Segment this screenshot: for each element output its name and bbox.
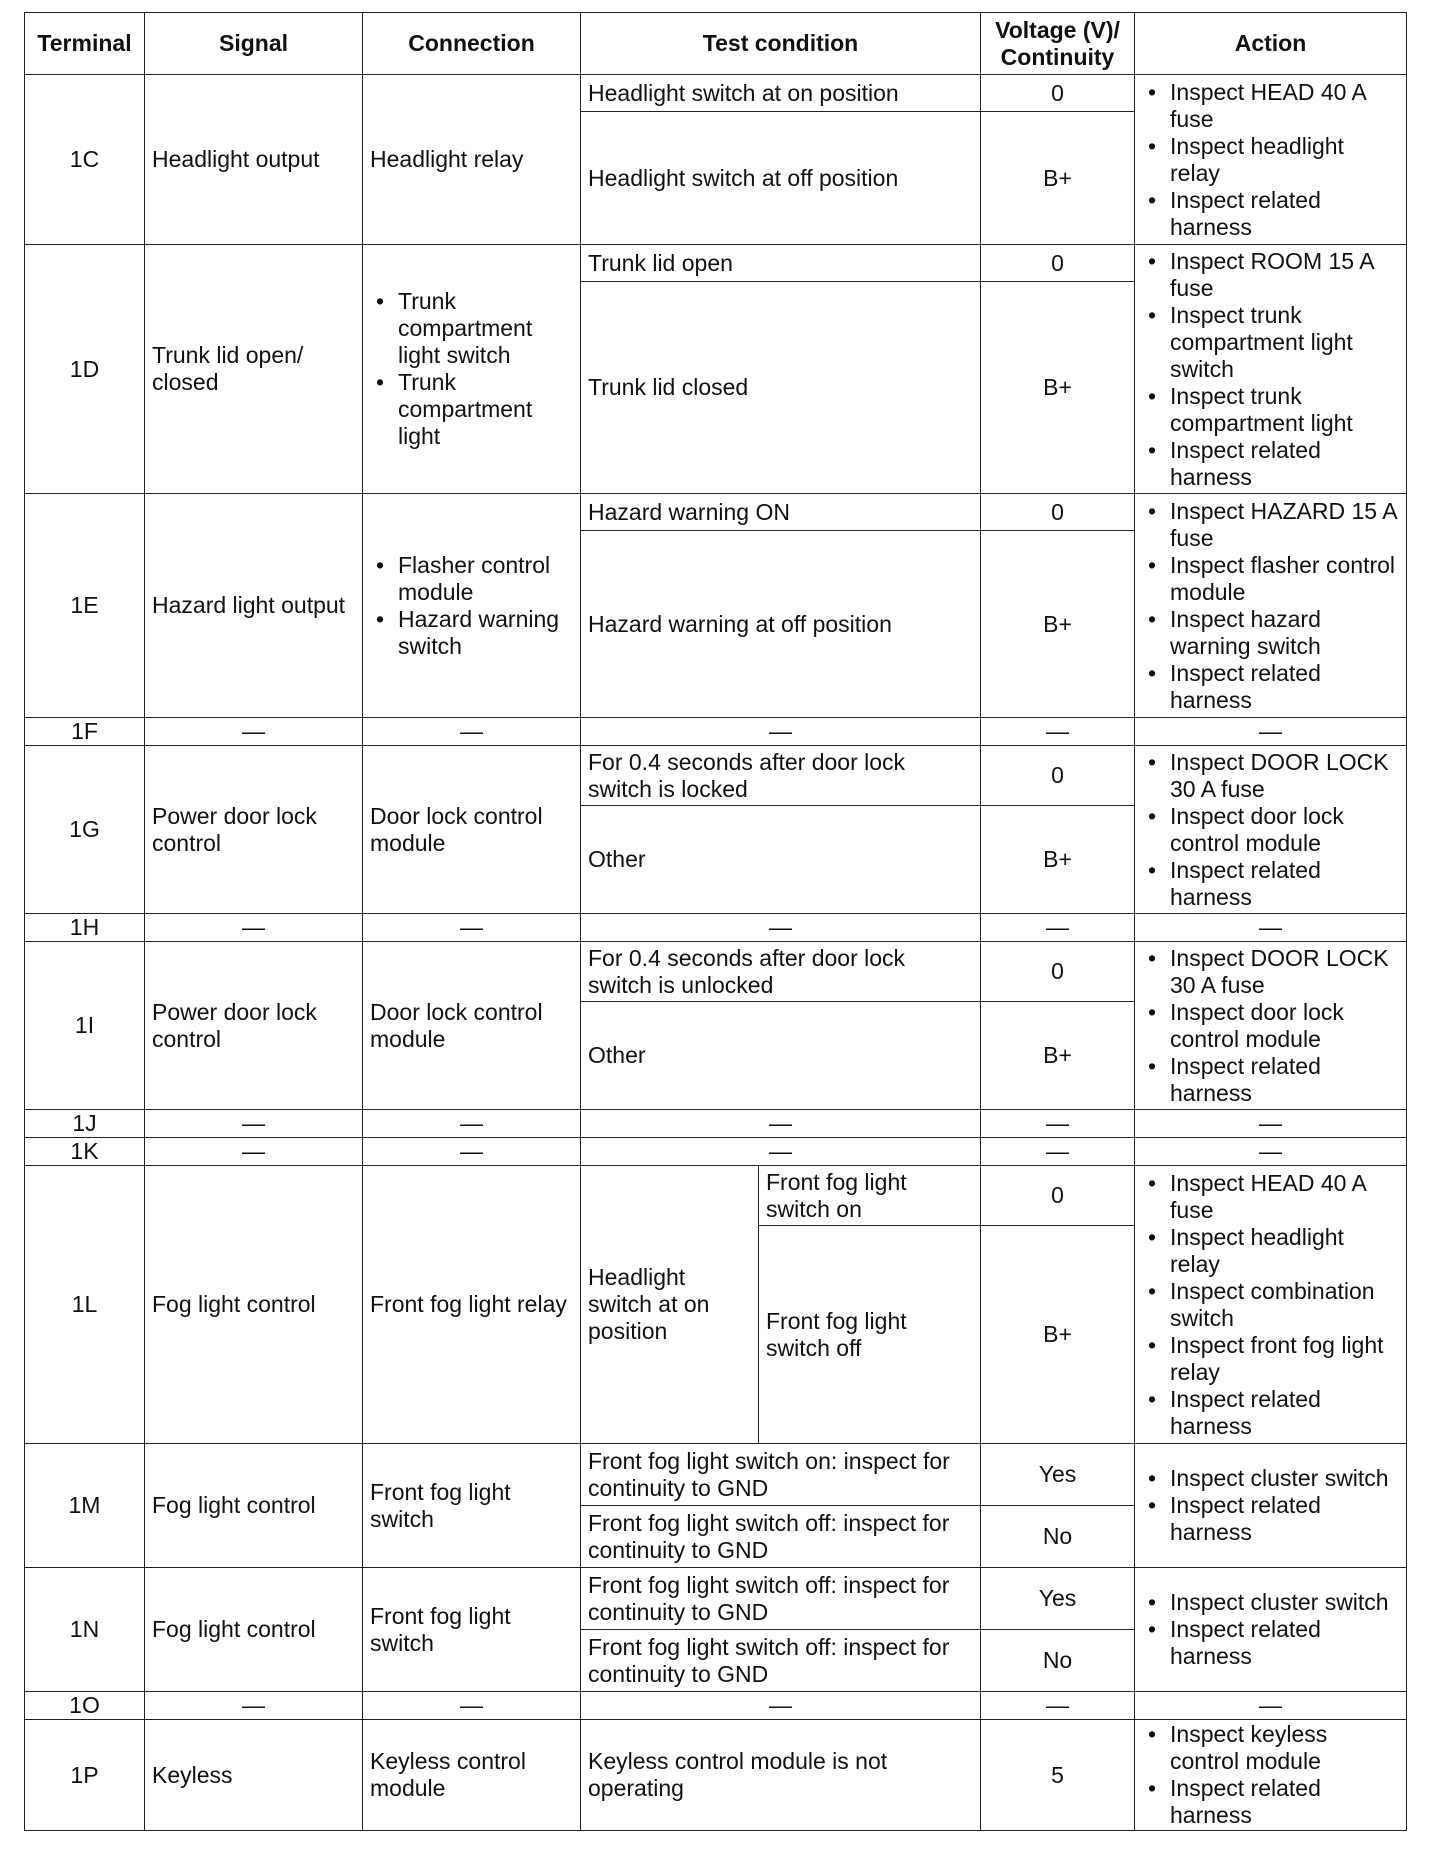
connection-item: • Trunk compartment light switch [398, 288, 573, 369]
terminal-cell: 1D [25, 245, 145, 494]
action-cell [1135, 942, 1407, 1110]
signal-cell: Fog light control [145, 1166, 363, 1444]
action-item: • Inspect hazard warning switch [1170, 606, 1399, 660]
action-item: • Inspect combination switch [1170, 1278, 1399, 1332]
action-list [1142, 1721, 1399, 1829]
table-row [25, 494, 1407, 531]
action-list [1142, 248, 1399, 491]
test-condition-cell: Headlight switch at off position [581, 112, 981, 245]
voltage-cell: No [981, 1630, 1135, 1692]
table-row [25, 942, 1407, 1002]
action-item: • Inspect related harness [1170, 1616, 1399, 1670]
empty-cell: — [581, 1692, 981, 1720]
connection-item: • Hazard warning switch [398, 606, 573, 660]
table-row [25, 1110, 1407, 1138]
connection-cell [363, 245, 581, 494]
test-condition-cell: Trunk lid closed [581, 282, 981, 494]
action-item: • Inspect cluster switch [1170, 1589, 1399, 1616]
action-list [1142, 1589, 1399, 1670]
voltage-cell: B+ [981, 1226, 1135, 1444]
empty-cell: — [145, 1138, 363, 1166]
connection-item: • Flasher control module [398, 552, 573, 606]
voltage-cell: B+ [981, 112, 1135, 245]
empty-cell: — [363, 1138, 581, 1166]
empty-cell: — [981, 718, 1135, 746]
signal-cell: Fog light control [145, 1568, 363, 1692]
action-item: • Inspect related harness [1170, 1053, 1399, 1107]
empty-cell: — [981, 914, 1135, 942]
signal-cell: Hazard light output [145, 494, 363, 718]
signal-cell: Headlight output [145, 75, 363, 245]
voltage-cell: 0 [981, 746, 1135, 806]
connection-cell: Keyless control module [363, 1720, 581, 1831]
header-test-condition: Test condition [581, 13, 981, 75]
empty-cell: — [1135, 914, 1407, 942]
voltage-cell: B+ [981, 531, 1135, 718]
voltage-cell: 5 [981, 1720, 1135, 1831]
action-item: • Inspect related harness [1170, 660, 1399, 714]
connection-cell [363, 494, 581, 718]
action-item: • Inspect flasher control module [1170, 552, 1399, 606]
terminal-cell: 1E [25, 494, 145, 718]
connection-list [370, 288, 573, 450]
action-item: • Inspect DOOR LOCK 30 A fuse [1170, 945, 1399, 999]
voltage-cell: 0 [981, 1166, 1135, 1226]
voltage-cell: B+ [981, 1002, 1135, 1110]
signal-cell: Fog light control [145, 1444, 363, 1568]
empty-cell: — [581, 1138, 981, 1166]
voltage-cell: 0 [981, 494, 1135, 531]
header-terminal: Terminal [25, 13, 145, 75]
terminal-cell: 1K [25, 1138, 145, 1166]
terminal-inspection-table [24, 12, 1407, 1831]
action-item: • Inspect related harness [1170, 1492, 1399, 1546]
terminal-cell: 1P [25, 1720, 145, 1831]
action-item: • Inspect DOOR LOCK 30 A fuse [1170, 749, 1399, 803]
connection-cell: Door lock control module [363, 942, 581, 1110]
action-item: • Inspect HEAD 40 A fuse [1170, 1170, 1399, 1224]
test-condition-cell: Front fog light switch on: inspect for continuity to GND [581, 1444, 981, 1506]
action-list [1142, 1170, 1399, 1440]
empty-cell: — [581, 718, 981, 746]
connection-cell: Headlight relay [363, 75, 581, 245]
action-cell [1135, 494, 1407, 718]
action-cell [1135, 1568, 1407, 1692]
action-item: • Inspect door lock control module [1170, 999, 1399, 1053]
table-row [25, 914, 1407, 942]
empty-cell: — [363, 1110, 581, 1138]
terminal-cell: 1O [25, 1692, 145, 1720]
table-row [25, 1166, 1407, 1226]
signal-cell: Keyless [145, 1720, 363, 1831]
empty-cell: — [145, 1110, 363, 1138]
action-item: • Inspect related harness [1170, 1775, 1399, 1829]
empty-cell: — [1135, 1692, 1407, 1720]
action-item: • Inspect related harness [1170, 187, 1399, 241]
empty-cell: — [145, 718, 363, 746]
header-signal: Signal [145, 13, 363, 75]
terminal-cell: 1C [25, 75, 145, 245]
test-condition-cell: Trunk lid open [581, 245, 981, 282]
action-list [1142, 79, 1399, 241]
signal-cell: Trunk lid open/ closed [145, 245, 363, 494]
test-condition-cell: Front fog light switch off: inspect for continuity to GND [581, 1506, 981, 1568]
action-item: • Inspect HEAD 40 A fuse [1170, 79, 1399, 133]
empty-cell: — [1135, 1138, 1407, 1166]
table-row [25, 245, 1407, 282]
action-item: • Inspect trunk compartment light [1170, 383, 1399, 437]
voltage-cell: 0 [981, 75, 1135, 112]
test-condition-cell: Keyless control module is not operating [581, 1720, 981, 1831]
terminal-inspection-sheet [24, 12, 1406, 1831]
voltage-cell: 0 [981, 245, 1135, 282]
action-item: • Inspect front fog light relay [1170, 1332, 1399, 1386]
test-condition-cell: Front fog light switch off [759, 1226, 981, 1444]
action-item: • Inspect headlight relay [1170, 133, 1399, 187]
terminal-cell: 1J [25, 1110, 145, 1138]
connection-cell: Front fog light switch [363, 1444, 581, 1568]
action-cell [1135, 1444, 1407, 1568]
action-cell [1135, 245, 1407, 494]
table-row [25, 1138, 1407, 1166]
table-row [25, 718, 1407, 746]
voltage-cell: Yes [981, 1568, 1135, 1630]
action-item: • Inspect cluster switch [1170, 1465, 1399, 1492]
empty-cell: — [145, 914, 363, 942]
empty-cell: — [1135, 1110, 1407, 1138]
empty-cell: — [581, 914, 981, 942]
voltage-cell: B+ [981, 282, 1135, 494]
connection-cell: Front fog light switch [363, 1568, 581, 1692]
header-connection: Connection [363, 13, 581, 75]
test-condition-cell: Hazard warning at off position [581, 531, 981, 718]
header-row [25, 13, 1407, 75]
action-list [1142, 1465, 1399, 1546]
test-condition-cell: Front fog light switch off: inspect for continuity to GND [581, 1568, 981, 1630]
voltage-cell: B+ [981, 806, 1135, 914]
test-condition-cell: For 0.4 seconds after door lock switch is unlocked [581, 942, 981, 1002]
connection-cell: Door lock control module [363, 746, 581, 914]
terminal-cell: 1G [25, 746, 145, 914]
test-condition-cell: Other [581, 806, 981, 914]
action-cell [1135, 75, 1407, 245]
table-row [25, 1720, 1407, 1831]
terminal-cell: 1H [25, 914, 145, 942]
voltage-cell: Yes [981, 1444, 1135, 1506]
terminal-cell: 1N [25, 1568, 145, 1692]
header-voltage-continuity: Voltage (V)/ Continuity [981, 13, 1135, 75]
condition-group-cell: Headlight switch at on position [581, 1166, 759, 1444]
empty-cell: — [981, 1110, 1135, 1138]
terminal-cell: 1L [25, 1166, 145, 1444]
empty-cell: — [1135, 718, 1407, 746]
signal-cell: Power door lock control [145, 746, 363, 914]
header-action: Action [1135, 13, 1407, 75]
action-item: • Inspect HAZARD 15 A fuse [1170, 498, 1399, 552]
test-condition-cell: Other [581, 1002, 981, 1110]
terminal-cell: 1I [25, 942, 145, 1110]
empty-cell: — [145, 1692, 363, 1720]
empty-cell: — [363, 914, 581, 942]
action-item: • Inspect trunk compartment light switch [1170, 302, 1399, 383]
empty-cell: — [363, 718, 581, 746]
action-item: • Inspect door lock control module [1170, 803, 1399, 857]
connection-list [370, 552, 573, 660]
action-list [1142, 749, 1399, 911]
action-cell [1135, 1720, 1407, 1831]
table-row [25, 746, 1407, 806]
table-row [25, 1568, 1407, 1630]
action-item: • Inspect related harness [1170, 857, 1399, 911]
signal-cell: Power door lock control [145, 942, 363, 1110]
terminal-cell: 1F [25, 718, 145, 746]
action-item: • Inspect related harness [1170, 1386, 1399, 1440]
empty-cell: — [363, 1692, 581, 1720]
test-condition-cell: Headlight switch at on position [581, 75, 981, 112]
empty-cell: — [581, 1110, 981, 1138]
action-cell [1135, 746, 1407, 914]
action-item: • Inspect ROOM 15 A fuse [1170, 248, 1399, 302]
connection-item: • Trunk compartment light [398, 369, 573, 450]
test-condition-cell: Hazard warning ON [581, 494, 981, 531]
action-item: • Inspect headlight relay [1170, 1224, 1399, 1278]
connection-cell: Front fog light relay [363, 1166, 581, 1444]
action-item: • Inspect related harness [1170, 437, 1399, 491]
action-item: • Inspect keyless control module [1170, 1721, 1399, 1775]
empty-cell: — [981, 1692, 1135, 1720]
table-row [25, 1692, 1407, 1720]
table-row [25, 1444, 1407, 1506]
action-list [1142, 945, 1399, 1107]
table-row [25, 75, 1407, 112]
action-cell [1135, 1166, 1407, 1444]
test-condition-cell: Front fog light switch on [759, 1166, 981, 1226]
test-condition-cell: For 0.4 seconds after door lock switch is locked [581, 746, 981, 806]
empty-cell: — [981, 1138, 1135, 1166]
action-list [1142, 498, 1399, 714]
terminal-cell: 1M [25, 1444, 145, 1568]
test-condition-cell: Front fog light switch off: inspect for continuity to GND [581, 1630, 981, 1692]
voltage-cell: No [981, 1506, 1135, 1568]
voltage-cell: 0 [981, 942, 1135, 1002]
